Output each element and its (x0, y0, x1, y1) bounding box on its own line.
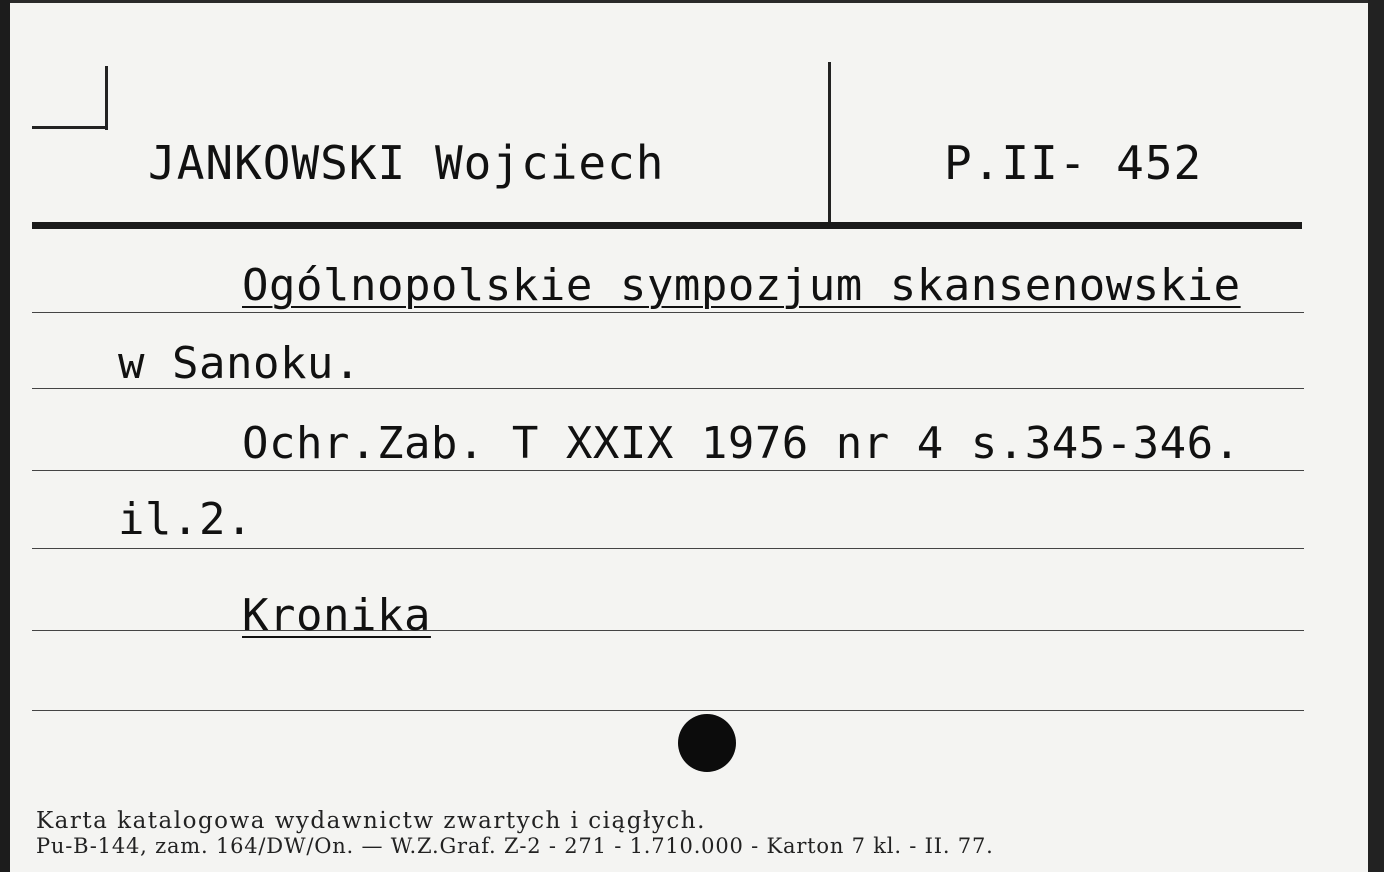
punch-hole (678, 714, 736, 772)
author-name: JANKOWSKI Wojciech (148, 136, 665, 190)
header-divider (828, 62, 831, 222)
corner-mark-vertical (105, 66, 108, 130)
form-caption: Karta katalogowa wydawnictw zwartych i ciągłych. (36, 808, 706, 834)
call-number: P.II- 452 (944, 136, 1203, 190)
ruled-line (32, 630, 1304, 631)
card-left-edge (0, 0, 10, 872)
ruled-line (32, 548, 1304, 549)
entry-category: Kronika (242, 590, 431, 641)
entry-source-line: Ochr.Zab. T XXIX 1976 nr 4 s.345-346. (242, 418, 1241, 469)
entry-illustrations: il.2. (118, 494, 253, 545)
ruled-line (32, 710, 1304, 711)
corner-mark-horizontal (32, 126, 108, 129)
entry-title-line-1: Ogólnopolskie sympozjum skansenowskie (242, 260, 1241, 311)
ruled-line (32, 312, 1304, 313)
header-rule (32, 222, 1302, 229)
card-right-edge (1368, 0, 1384, 872)
entry-title-line-2: w Sanoku. (118, 338, 361, 389)
printer-imprint: Pu-B-144, zam. 164/DW/On. — W.Z.Graf. Z-2 - 271 - 1.710.000 - Karton 7 kl. - II. 77. (36, 834, 994, 858)
card-top-edge (0, 0, 1384, 3)
ruled-line (32, 470, 1304, 471)
